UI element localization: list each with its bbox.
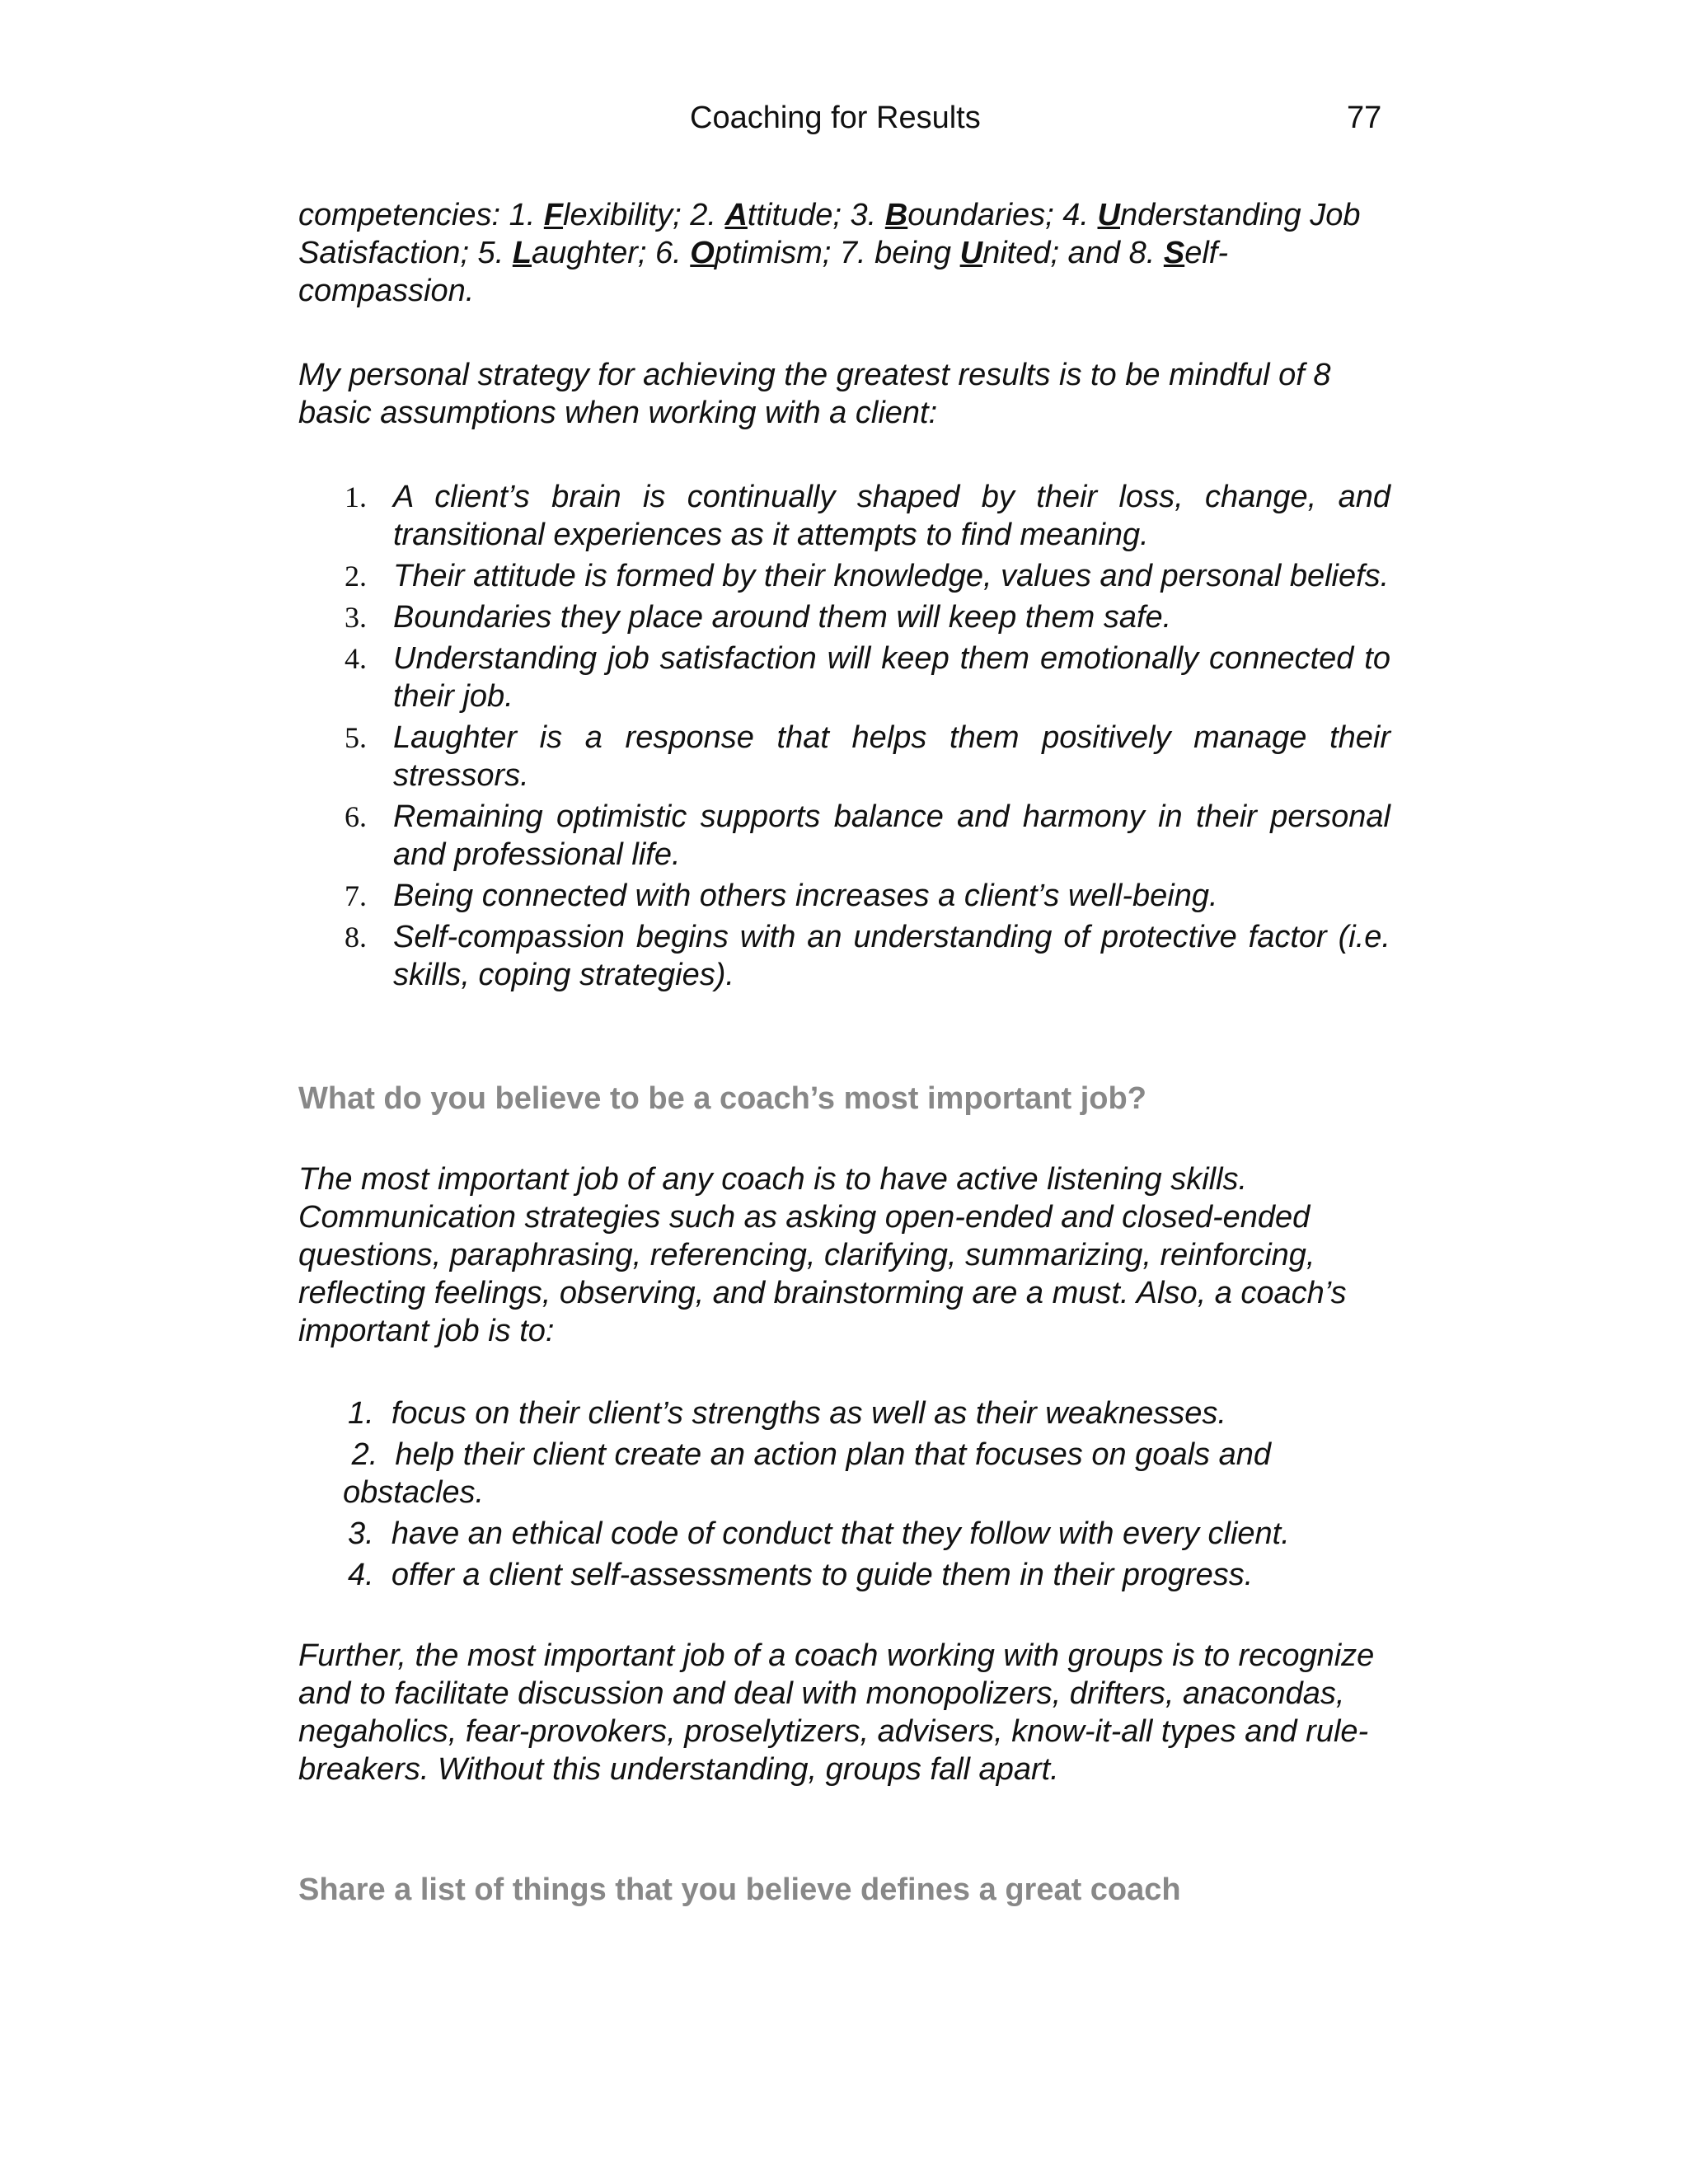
list-item-text: help their client create an action plan that focuses on goals and obstacles. [343, 1437, 1271, 1510]
list-item-content [348, 1396, 1226, 1431]
strategy-intro: My personal strategy for achieving the greatest results is to be mindful of 8 basic assumptions when working with a client: [298, 358, 1331, 430]
answer-paragraph: The most important job of any coach is to have active listening skills. Communication strategies such as asking open-ended and closed-ended questions, paraphrasing, referencing, clarifying, summarizing, reinforcing, reflecting feelings, observing, and brainstorming are a must. Also, a coach’s important job is to: [298, 1162, 1347, 1348]
text-run: competencies: 1. [298, 198, 544, 232]
list-item [298, 478, 1390, 554]
list-item [298, 918, 1390, 994]
list-item [298, 1556, 1390, 1594]
list-item-text: Their attitude is formed by their knowledge, values and personal beliefs. [393, 559, 1390, 593]
acronym-letter: A [724, 198, 748, 232]
list-item-text: offer a client self-assessments to guide them in their progress. [391, 1558, 1254, 1592]
list-item-text: Remaining optimistic supports balance and harmony in their personal and professional life. [393, 799, 1390, 872]
list-number: 1. [348, 1396, 374, 1431]
list-item-text: Understanding job satisfaction will keep them emotionally connected to their job. [393, 641, 1390, 714]
list-item-text: Being connected with others increases a client’s well-being. [393, 879, 1218, 913]
text-run: oundaries; 4. [907, 198, 1098, 232]
question-heading: Share a list of things that you believe defines a great coach [298, 1872, 1181, 1907]
text-run: nderstanding Job Satisfaction; 5. [298, 198, 1361, 270]
text-run: lexibility; 2. [563, 198, 725, 232]
list-number: 2. [345, 560, 367, 593]
text-run: aughter; 6. [532, 236, 691, 270]
list-number: 2. [351, 1437, 378, 1472]
acronym-letter: S [1163, 236, 1185, 270]
coach-jobs-list [298, 1394, 1390, 1597]
competencies-paragraph [298, 196, 1390, 310]
text-run: nited; and 8. [982, 236, 1164, 270]
list-item [298, 557, 1390, 595]
acronym-letter: O [690, 236, 715, 270]
running-title: Coaching for Results [690, 101, 981, 135]
list-number: 6. [345, 800, 367, 833]
list-item-text: Boundaries they place around them will keep them safe. [393, 600, 1172, 635]
list-number: 5. [345, 721, 367, 754]
list-number: 3. [345, 601, 367, 634]
list-item [298, 1436, 1390, 1511]
list-number: 4. [345, 642, 367, 675]
list-item-content [348, 1558, 1253, 1592]
acronym-letter: U [1097, 198, 1120, 232]
list-item [298, 640, 1390, 715]
list-number: 1. [345, 480, 367, 513]
list-item-text: have an ethical code of conduct that they follow with every client. [391, 1516, 1290, 1551]
list-item [298, 1515, 1390, 1553]
list-item-text: focus on their client’s strengths as well as their weaknesses. [391, 1396, 1226, 1431]
assumptions-list [298, 478, 1390, 997]
acronym-letter: U [959, 236, 983, 270]
page-number: 77 [1347, 101, 1382, 135]
list-item [298, 598, 1390, 636]
list-item-content [348, 1516, 1290, 1551]
acronym-letter: B [884, 198, 908, 232]
text-run: ttitude; 3. [747, 198, 885, 232]
list-item [298, 877, 1390, 915]
list-item-text: Self-compassion begins with an understanding of protective factor (i.e. skills, coping strategies). [393, 920, 1390, 992]
list-number: 8. [345, 921, 367, 954]
text-run: elf-compassion. [298, 236, 1228, 308]
text-run: ptimism; 7. being [714, 236, 960, 270]
list-item [298, 1394, 1390, 1432]
page-header [0, 97, 1688, 147]
groups-paragraph: Further, the most important job of a coach working with groups is to recognize and to facilitate discussion and deal with monopolizers, drifters, anacondas, negaholics, fear-provokers, proselytizers, advisers, know-it-all types and rule-breakers. Without this understanding, groups fall apart. [298, 1638, 1375, 1787]
list-item [298, 719, 1390, 794]
list-number: 4. [348, 1558, 374, 1592]
list-item-text: A client’s brain is continually shaped by their loss, change, and transitional experiences as it attempts to find meaning. [393, 480, 1390, 552]
list-item [298, 798, 1390, 874]
acronym-letter: F [543, 198, 564, 232]
acronym-letter: L [512, 236, 532, 270]
list-item-content [343, 1437, 1271, 1510]
list-number: 3. [348, 1516, 374, 1551]
question-heading: What do you believe to be a coach’s most important job? [298, 1081, 1146, 1116]
list-number: 7. [345, 879, 367, 912]
list-item-text: Laughter is a response that helps them positively manage their stressors. [393, 720, 1390, 793]
